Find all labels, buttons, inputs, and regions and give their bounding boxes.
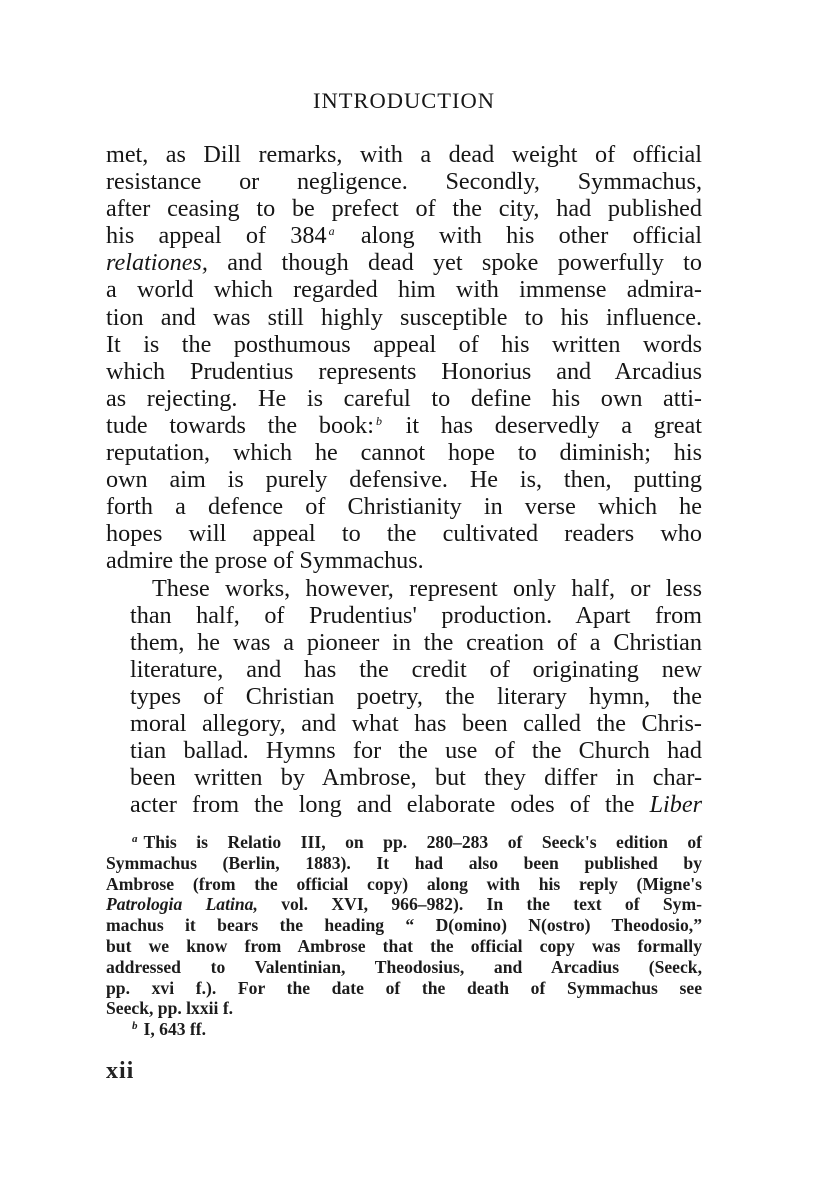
text-line: moral allegory, and what has been called the Chris- [130,709,702,737]
text-segment: and though dead yet spoke powerfully to [227,249,702,277]
text-segment: tude towards the book: [106,411,374,439]
text-line: than half, of Prudentius' production. Apart from [130,601,702,629]
footnotes [106,832,702,1040]
text-line [106,249,702,276]
footnote-line: machus it bears the heading “ D(omino) N(ostro) Theodosio,” [106,915,702,936]
text-segment: his appeal of 384 [106,222,327,250]
page-number: xii [106,1058,135,1084]
text-segment: This is Relatio III, on pp. 280–283 of Seeck's edition of [143,832,702,852]
text-line: own aim is purely defensive. He is, then, putting [106,466,702,494]
text-line: hopes will appeal to the cultivated readers who [106,520,702,548]
footnote-ref-a[interactable]: a [328,224,335,239]
text-line: These works, however, represent only half, or less [152,574,702,602]
text-line: after ceasing to be prefect of the city, had published [106,195,702,223]
text-line: admire the prose of Symmachus. [106,547,424,575]
footnote-ref-b[interactable]: b [375,413,382,428]
text-segment: acter from the long and elaborate odes of the [130,791,635,819]
paragraph-1 [106,141,702,575]
text-line: reputation, which he cannot hope to diminish; his [106,439,702,467]
running-head: INTRODUCTION [313,88,495,113]
text-line: them, he was a pioneer in the creation of a Christian [130,628,702,656]
text-line: tion and was still highly susceptible to his influence. [106,303,702,331]
text-line: which Prudentius represents Honorius and Arcadius [106,357,702,385]
text-line [106,791,702,818]
footnote-line [106,1019,702,1040]
text-segment-italic: Patrologia Latina, [106,894,258,915]
footnote-line: pp. xvi f.). For the date of the death of Symmachus see [106,977,702,998]
text-segment: I, 643 ff. [143,1019,207,1040]
text-line: been written by Ambrose, but they differ in char- [130,764,702,792]
text-line: a world which regarded him with immense admira- [106,276,702,304]
footnote-line: but we know from Ambrose that the official copy was formally [106,935,702,956]
footnote-b [106,1019,702,1040]
footnote-line: Ambrose (from the official copy) along with his reply (Migne's [106,873,702,894]
text-segment-italic: relationes, [106,249,208,277]
text-segment-italic: Liber [649,791,703,819]
text-line [106,222,702,249]
text-line: It is the posthumous appeal of his written words [106,330,702,358]
text-line: resistance or negligence. Secondly, Symmachus, [106,168,702,196]
text-line: types of Christian poetry, the literary hymn, the [130,682,702,710]
footnote-line: Seeck, pp. lxxii f. [106,998,234,1019]
text-line: met, as Dill remarks, with a dead weight of official [106,141,702,168]
text-line [106,412,702,439]
text-line: literature, and has the credit of originating new [130,655,702,683]
footnote-line [106,894,702,915]
text-segment: it has deservedly a great [405,411,702,439]
footnote-mark-b: b [132,1020,138,1033]
text-segment: vol. XVI, 966–982). In the text of Sym- [281,894,702,915]
body-text [106,141,702,818]
paragraph-2 [106,575,702,819]
text-line: forth a defence of Christianity in verse which he [106,493,702,521]
footnote-line: addressed to Valentinian, Theodosius, and Arcadius (Seeck, [106,956,702,977]
text-line: as rejecting. He is careful to define his own atti- [106,384,702,412]
footnote-mark-a: a [132,833,138,845]
text-line: tian ballad. Hymns for the use of the Church had [130,737,702,765]
footnote-a [106,832,702,1019]
text-segment: along with his other official [360,222,703,250]
footnote-line [106,832,702,853]
footnote-line: Symmachus (Berlin, 1883). It had also been published by [106,852,702,873]
